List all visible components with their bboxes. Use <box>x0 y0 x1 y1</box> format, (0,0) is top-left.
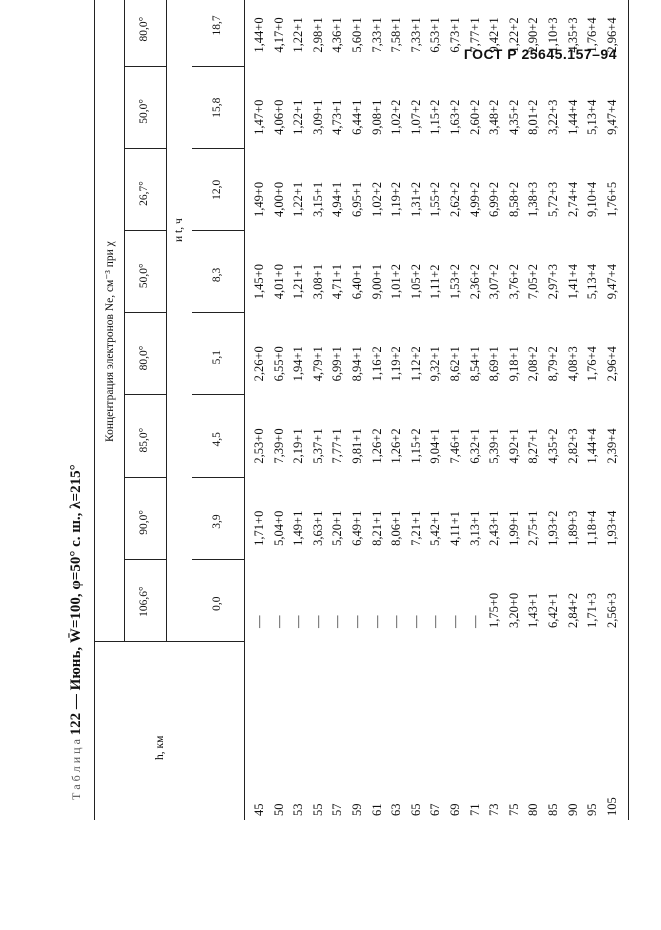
value-cell: 4,00+0 <box>271 181 286 217</box>
value-cell: 1,15+2 <box>428 99 443 135</box>
value-cell: 1,26+2 <box>389 428 404 464</box>
value-cell: 7,33+1 <box>369 17 384 53</box>
value-cell: 1,93+4 <box>604 510 619 546</box>
time-divider <box>192 66 244 67</box>
value-cell: 8,06+1 <box>389 510 404 546</box>
value-cell: 7,77+1 <box>330 428 345 464</box>
angle-header: 106,6° <box>138 586 150 617</box>
value-cell: 2,08+2 <box>526 346 541 382</box>
value-cell: 6,55+0 <box>271 346 286 382</box>
value-cell: 2,36+2 <box>467 264 482 300</box>
height-cell: 105 <box>604 797 619 816</box>
header-body-rule <box>244 0 245 820</box>
value-cell: 6,99+2 <box>487 181 502 217</box>
value-cell: 5,42+1 <box>428 510 443 546</box>
value-cell: — <box>428 615 443 628</box>
value-cell: 5,39+1 <box>487 428 502 464</box>
height-cell: 50 <box>271 803 286 816</box>
value-cell: 2,84+2 <box>565 592 580 628</box>
value-cell: 2,56+3 <box>604 592 619 628</box>
rotated-table-page <box>68 0 628 820</box>
time-header: 8,3 <box>211 267 223 283</box>
value-cell: 4,36+1 <box>330 17 345 53</box>
time-header: 12,0 <box>211 179 223 200</box>
value-cell: 2,74+4 <box>565 181 580 217</box>
value-cell: 9,81+1 <box>350 428 364 464</box>
value-cell: 1,44+4 <box>585 428 600 464</box>
value-cell: 3,22+3 <box>546 99 560 135</box>
value-cell: — <box>389 615 404 628</box>
time-header: 3,9 <box>211 514 223 529</box>
time-divider <box>192 477 244 478</box>
height-cell: 59 <box>350 803 364 816</box>
value-cell: 2,39+4 <box>604 428 619 464</box>
value-cell: 1,02+2 <box>389 99 404 135</box>
document-header: ГОСТ Р 25645.157–94 <box>463 46 617 62</box>
value-cell: 9,32+1 <box>428 346 443 382</box>
value-cell: 2,43+1 <box>487 510 502 546</box>
value-cell: 1,53+2 <box>448 264 462 300</box>
header-divider <box>94 641 192 642</box>
value-cell: — <box>350 615 364 628</box>
height-cell: 55 <box>310 803 325 816</box>
value-cell: 7,05+2 <box>526 264 541 300</box>
height-cell: 69 <box>448 803 462 816</box>
value-cell: 1,44+4 <box>565 99 580 135</box>
value-cell: — <box>467 615 482 628</box>
time-header: 18,7 <box>211 15 223 36</box>
row-header-height: h, км <box>154 735 166 760</box>
value-cell: 1,71+0 <box>252 510 266 546</box>
value-cell: 3,07+2 <box>487 264 502 300</box>
value-cell: 7,21+1 <box>408 510 423 546</box>
value-cell: 1,45+0 <box>252 264 266 300</box>
time-divider <box>192 559 244 560</box>
value-cell: — <box>369 615 384 628</box>
angle-divider <box>124 477 166 478</box>
time-header: 4,5 <box>211 432 223 447</box>
angle-divider <box>124 148 166 149</box>
value-cell: 8,94+1 <box>350 346 364 382</box>
value-cell: 1,07+2 <box>408 99 423 135</box>
value-cell: 1,19+2 <box>389 181 404 217</box>
value-cell: 8,01+2 <box>526 99 541 135</box>
value-cell: 8,58+2 <box>506 181 521 217</box>
value-cell: 9,47+4 <box>604 264 619 300</box>
electron-concentration-table <box>94 0 628 820</box>
value-cell: 2,96+4 <box>604 17 619 53</box>
value-cell: 1,49+0 <box>252 181 266 217</box>
value-cell: 5,72+3 <box>546 181 560 217</box>
table-caption <box>68 0 90 800</box>
value-cell: 1,22+1 <box>291 99 306 135</box>
height-cell: 80 <box>526 803 541 816</box>
value-cell: 1,76+4 <box>585 17 600 53</box>
value-cell: 1,22+1 <box>291 181 306 217</box>
height-cell: 85 <box>546 803 560 816</box>
value-cell: 3,76+2 <box>506 264 521 300</box>
value-cell: 5,13+4 <box>585 99 600 135</box>
value-cell: 7,33+1 <box>408 17 423 53</box>
value-cell: 2,75+1 <box>526 510 541 546</box>
value-cell: 1,38+3 <box>526 181 541 217</box>
value-cell: 7,46+1 <box>448 428 462 464</box>
value-cell: 8,62+1 <box>448 346 462 382</box>
value-cell: — <box>408 615 423 628</box>
value-cell: 9,04+1 <box>428 428 443 464</box>
value-cell: 1,49+1 <box>291 510 306 546</box>
value-cell: 5,20+1 <box>330 510 345 546</box>
value-cell: 4,35+3 <box>565 17 580 53</box>
value-cell: 9,08+1 <box>369 99 384 135</box>
height-cell: 61 <box>369 803 384 816</box>
value-cell: 4,08+3 <box>565 346 580 382</box>
value-cell: 4,35+2 <box>546 428 560 464</box>
value-cell: 8,54+1 <box>467 346 482 382</box>
value-cell: — <box>271 615 286 628</box>
value-cell: 4,79+1 <box>310 346 325 382</box>
value-cell: 2,98+1 <box>310 17 325 53</box>
value-cell: 4,71+1 <box>330 264 345 300</box>
value-cell: 3,63+1 <box>310 510 325 546</box>
angle-header: 26,7° <box>138 181 150 206</box>
value-cell: 1,12+2 <box>408 346 423 382</box>
value-cell: 1,11+2 <box>428 264 443 300</box>
height-cell: 67 <box>428 803 443 816</box>
angle-divider <box>124 394 166 395</box>
value-cell: 4,94+1 <box>330 181 345 217</box>
value-cell: 1,44+0 <box>252 17 266 53</box>
angle-divider <box>124 66 166 67</box>
value-cell: 6,99+1 <box>330 346 345 382</box>
value-cell: 1,99+1 <box>506 510 521 546</box>
angle-header: 90,0° <box>138 509 150 535</box>
value-cell: — <box>310 615 325 628</box>
value-cell: — <box>252 615 266 628</box>
height-cell: 75 <box>506 803 521 816</box>
time-header: 15,8 <box>211 97 223 118</box>
value-cell: 6,32+1 <box>467 428 482 464</box>
value-cell: 5,60+1 <box>350 17 364 53</box>
value-cell: 1,93+2 <box>546 510 560 546</box>
value-cell: 1,21+1 <box>291 264 306 300</box>
value-cell: 6,40+1 <box>350 264 364 300</box>
angle-header: 50,0° <box>138 98 150 124</box>
value-cell: 8,79+2 <box>546 346 560 382</box>
value-cell: 5,13+4 <box>585 264 600 300</box>
value-cell: 2,60+2 <box>467 99 482 135</box>
time-header: 0,0 <box>211 596 223 611</box>
value-cell: 3,08+1 <box>310 264 325 300</box>
height-cell: 90 <box>565 803 580 816</box>
value-cell: 1,05+2 <box>408 264 423 300</box>
value-cell: 6,53+1 <box>428 17 443 53</box>
height-cell: 57 <box>330 803 345 816</box>
value-cell: 9,18+1 <box>506 346 521 382</box>
value-cell: 9,10+4 <box>585 181 600 217</box>
angle-divider <box>124 230 166 231</box>
value-cell: 1,15+2 <box>408 428 423 464</box>
value-cell: 9,47+4 <box>604 99 619 135</box>
value-cell: 4,11+1 <box>448 511 462 546</box>
angle-header: 50,0° <box>138 263 150 289</box>
value-cell: — <box>291 615 306 628</box>
time-divider <box>192 230 244 231</box>
value-cell: 2,53+0 <box>252 428 266 464</box>
caption-title: 122 — Июнь, W̄=100, φ=50° с. ш., λ=215° <box>68 464 84 736</box>
value-cell: 1,76+4 <box>585 346 600 382</box>
value-cell: 3,20+0 <box>506 592 521 628</box>
value-cell: 7,39+0 <box>271 428 286 464</box>
value-cell: 3,13+1 <box>467 510 482 546</box>
value-cell: 3,48+2 <box>487 99 502 135</box>
value-cell: 1,71+3 <box>585 592 600 628</box>
value-cell: 2,82+3 <box>565 428 580 464</box>
subheader-time: и t, ч <box>173 218 185 242</box>
value-cell: 1,41+4 <box>565 264 580 300</box>
value-cell: 3,09+1 <box>310 99 325 135</box>
value-cell: 2,19+1 <box>291 428 306 464</box>
value-cell: 1,75+0 <box>487 592 502 628</box>
angle-header: 80,0° <box>138 16 150 42</box>
value-cell: 4,92+1 <box>506 428 521 464</box>
value-cell: 6,95+1 <box>350 181 364 217</box>
value-cell: 4,99+2 <box>467 181 482 217</box>
group-header-rule <box>124 0 125 642</box>
value-cell: 1,94+1 <box>291 346 306 382</box>
value-cell: 1,89+3 <box>565 510 580 546</box>
height-cell: 73 <box>487 803 502 816</box>
time-divider <box>192 641 244 642</box>
value-cell: 1,22+1 <box>291 17 306 53</box>
value-cell: 9,42+1 <box>487 17 502 53</box>
value-cell: 2,90+2 <box>526 17 541 53</box>
value-cell: 4,35+2 <box>506 99 521 135</box>
angle-divider <box>124 312 166 313</box>
value-cell: 6,44+1 <box>350 99 364 135</box>
value-cell: — <box>448 615 462 628</box>
value-cell: 1,47+0 <box>252 99 266 135</box>
angle-divider <box>124 559 166 560</box>
value-cell: 1,31+2 <box>408 181 423 217</box>
height-cell: 71 <box>467 803 482 816</box>
value-cell: 1,26+2 <box>369 428 384 464</box>
table-top-rule <box>94 0 95 820</box>
time-divider <box>192 148 244 149</box>
value-cell: 8,27+1 <box>526 428 541 464</box>
value-cell: 2,97+3 <box>546 264 560 300</box>
value-cell: 5,04+0 <box>271 510 286 546</box>
height-cell: 63 <box>389 803 404 816</box>
value-cell: 8,21+1 <box>369 510 384 546</box>
value-cell: 9,00+1 <box>369 264 384 300</box>
height-cell: 45 <box>252 803 266 816</box>
value-cell: 2,96+4 <box>604 346 619 382</box>
value-cell: 4,73+1 <box>330 99 345 135</box>
value-cell: 1,76+5 <box>604 181 619 217</box>
value-cell: 6,73+1 <box>448 17 462 53</box>
group-header-concentration: Концентрация электронов Ne, см⁻³ при χ <box>104 241 116 442</box>
value-cell: 1,43+1 <box>526 592 541 628</box>
value-cell: 4,17+0 <box>271 17 286 53</box>
value-cell: 7,58+1 <box>389 17 404 53</box>
value-cell: 5,37+1 <box>310 428 325 464</box>
value-cell: 4,01+0 <box>271 264 286 300</box>
value-cell: 6,42+1 <box>546 592 560 628</box>
value-cell: 1,10+3 <box>546 17 560 53</box>
time-divider <box>192 312 244 313</box>
height-cell: 95 <box>585 803 600 816</box>
value-cell: 1,19+2 <box>389 346 404 382</box>
time-divider <box>192 394 244 395</box>
angle-header: 85,0° <box>138 427 150 453</box>
value-cell: 3,15+1 <box>310 181 325 217</box>
value-cell: 7,77+1 <box>467 17 482 53</box>
value-cell: 1,55+2 <box>428 181 443 217</box>
value-cell: 1,63+2 <box>448 99 462 135</box>
value-cell: — <box>330 615 345 628</box>
height-cell: 53 <box>291 803 306 816</box>
value-cell: 1,01+2 <box>389 264 404 300</box>
value-cell: 2,62+2 <box>448 181 462 217</box>
value-cell: 1,22+2 <box>506 17 521 53</box>
time-header: 5,1 <box>211 349 223 365</box>
height-cell: 65 <box>408 803 423 816</box>
value-cell: 4,06+0 <box>271 99 286 135</box>
value-cell: 1,16+2 <box>369 346 384 382</box>
value-cell: 1,18+4 <box>585 510 600 546</box>
subheader-rule <box>166 0 167 642</box>
value-cell: 8,69+1 <box>487 346 502 382</box>
value-cell: 2,26+0 <box>252 346 266 382</box>
value-cell: 1,02+2 <box>369 181 384 217</box>
angle-header: 80,0° <box>138 345 150 371</box>
table-bottom-rule <box>628 0 629 820</box>
value-cell: 6,49+1 <box>350 510 364 546</box>
caption-prefix: Т а б л и ц а <box>69 739 83 800</box>
